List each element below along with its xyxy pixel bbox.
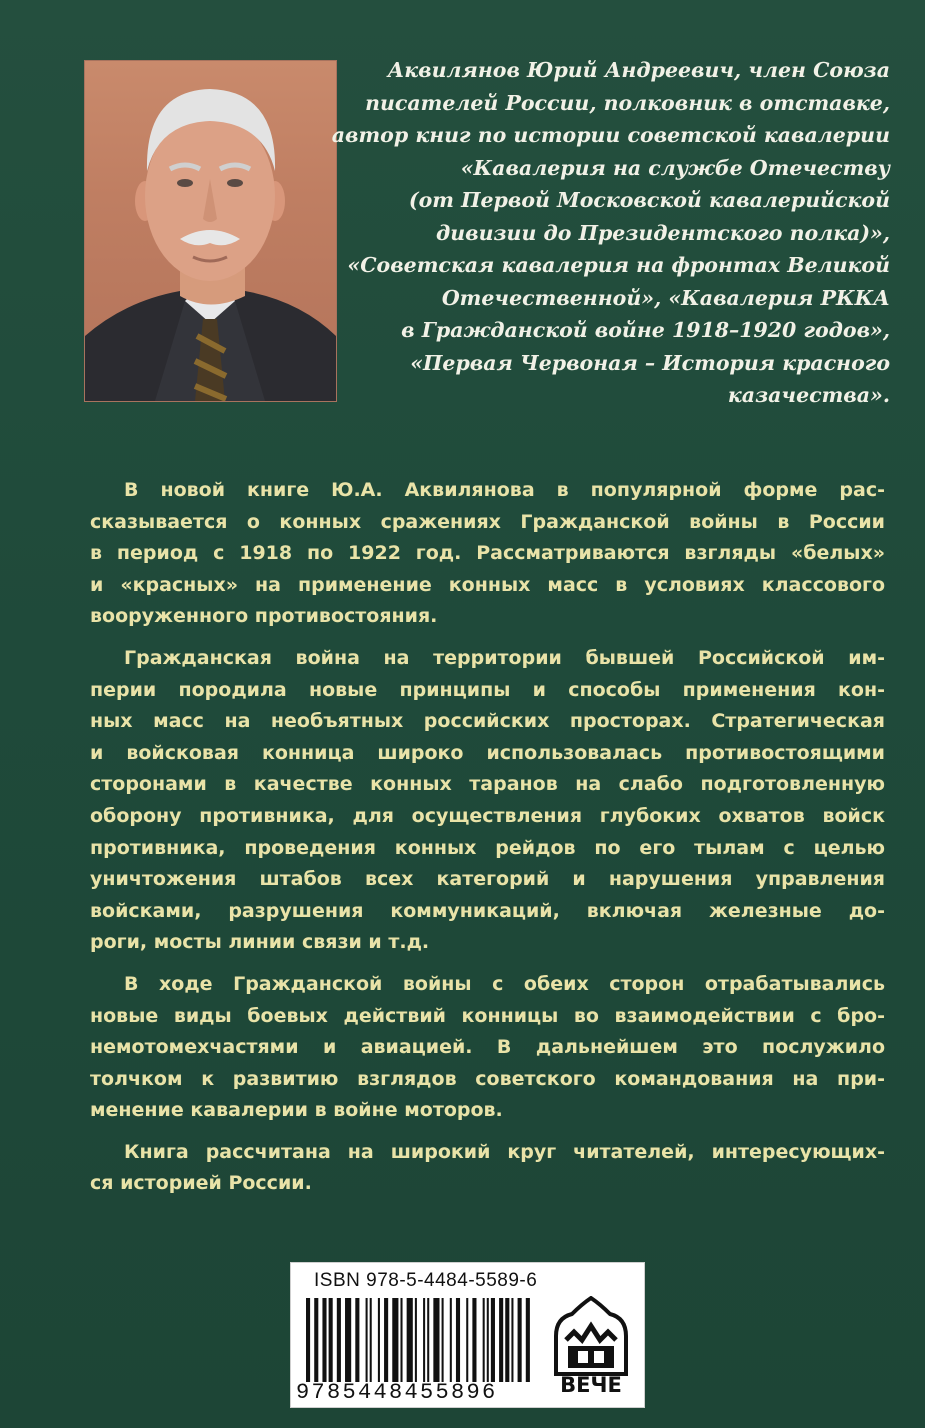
description-line: сказывается о конных сражениях Гражданской войны в России [90, 510, 885, 533]
description-paragraph [90, 969, 885, 1127]
book-description [90, 475, 885, 1210]
description-line: ных масс на необъятных российских просторах. Стратегическая [90, 710, 885, 733]
bio-line: казачества». [727, 383, 890, 407]
author-bio [330, 54, 890, 412]
description-paragraph [90, 643, 885, 959]
description-line: немотомехчастями и авиацией. В дальнейшем это послужило [90, 1036, 885, 1059]
barcode-digits: 9785448455896 [296, 1380, 498, 1405]
author-photo [84, 60, 337, 402]
description-line: противника, проведения конных рейдов по его тылам с целью [90, 836, 885, 859]
description-line: перии породила новые принципы и способы применения кон- [90, 678, 885, 701]
publisher-logo [548, 1296, 634, 1396]
bio-line: «Советская кавалерия на фронтах Великой [347, 253, 890, 277]
description-line: уничтожения штабов всех категорий и нарушения управления [90, 868, 885, 891]
description-line: и войсковая конница широко использовалась противостоящими [90, 741, 885, 764]
description-line: В новой книге Ю.А. Аквилянова в популярной форме рас- [124, 479, 885, 501]
bio-line: в Гражданской войне 1918–1920 годов», [401, 318, 890, 342]
barcode-bars [306, 1298, 534, 1382]
bio-line: дивизии до Президентского полка)», [435, 220, 890, 245]
description-line: сторонами в качестве конных таранов на слабо подготовленную [90, 773, 885, 796]
description-line: новые виды боевых действий конницы во взаимодействии с бро- [90, 1004, 885, 1027]
description-paragraph [90, 475, 885, 633]
description-line: толчком к развитию взглядов советского командования на при- [90, 1067, 885, 1090]
description-line: роги, мосты линии связи и т.д. [90, 931, 430, 954]
description-line: Гражданская война на территории бывшей Российской им- [124, 646, 885, 669]
bio-line: Отечественной», «Кавалерия РККА [441, 285, 890, 310]
bio-line: (от Первой Московской кавалерийской [408, 188, 890, 212]
description-paragraph [90, 1137, 885, 1200]
bio-line: «Первая Червоная – История красного [410, 350, 890, 375]
description-line: в период с 1918 по 1922 год. Рассматриваются взгляды «белых» [90, 542, 885, 565]
description-line: Книга рассчитана на широкий круг читателей, интересующих- [124, 1140, 885, 1163]
bio-line: «Кавалерия на службе Отечеству [460, 155, 890, 180]
bio-line: автор книг по истории советской кавалерии [331, 123, 890, 147]
author-portrait-illustration [85, 61, 336, 401]
description-line: ся историей России. [90, 1172, 312, 1195]
publisher-logo-text: ВЕЧЕ [560, 1373, 622, 1396]
isbn-number: ISBN 978-5-4484-5589-6 [314, 1270, 538, 1291]
bio-line: писателей России, полковник в отставке, [365, 90, 890, 115]
description-line: войсками, разрушения коммуникаций, включая железные до- [90, 899, 885, 922]
description-line: В ходе Гражданской войны с обеих сторон отрабатывались [124, 972, 885, 995]
description-line: и «красных» на применение конных масс в условиях классового [90, 573, 885, 596]
description-line: оборону противника, для осуществления глубоких охватов войск [90, 804, 885, 827]
description-line: вооруженного противостояния. [90, 605, 438, 628]
bio-line: Аквилянов Юрий Андреевич, член Союза [387, 58, 890, 82]
description-line: менение кавалерии в войне моторов. [90, 1099, 503, 1122]
